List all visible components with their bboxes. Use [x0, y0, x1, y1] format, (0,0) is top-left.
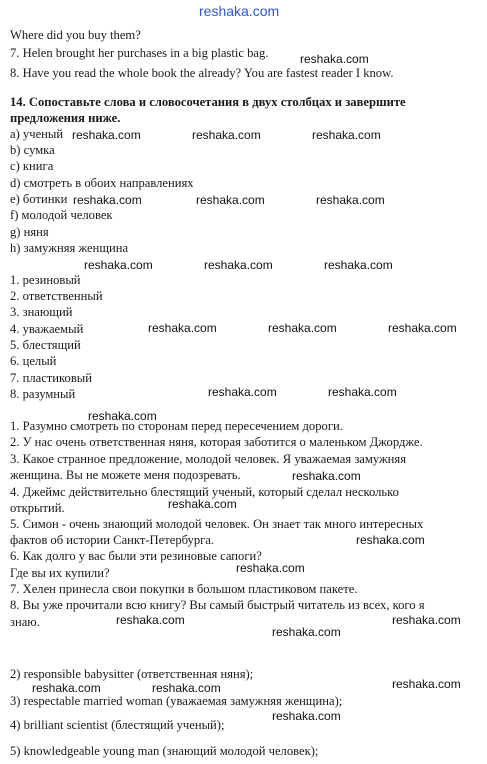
column-a-item: h) замужняя женщина	[10, 241, 129, 255]
watermark: reshaka.com	[88, 409, 157, 423]
answer-sentence: 4. Джеймс действительно блестящий ученый, который сделал несколько	[10, 485, 399, 499]
text-line: 7. Helen brought her purchases in a big plastic bag.	[10, 46, 269, 60]
watermark: reshaka.com	[116, 613, 185, 627]
answer-sentence: 5. Симон - очень знающий молодой человек. Он знает так много интересных	[10, 517, 424, 531]
watermark: reshaka.com	[196, 193, 265, 207]
answer-sentence: 6. Как долго у вас были эти резиновые сапоги?	[10, 549, 262, 563]
column-a-item: f) молодой человек	[10, 208, 113, 222]
column-b-item: 8. разумный	[10, 387, 76, 401]
column-b-item: 4. уважаемый	[10, 322, 84, 336]
answer-sentence: Где вы их купили?	[10, 566, 110, 580]
answer-sentence: открытий.	[10, 501, 65, 515]
watermark: reshaka.com	[392, 613, 461, 627]
watermark: reshaka.com	[152, 681, 221, 695]
watermark: reshaka.com	[300, 52, 369, 66]
watermark: reshaka.com	[388, 321, 457, 335]
watermark: reshaka.com	[272, 709, 341, 723]
column-a-item: d) смотреть в обоих направлениях	[10, 176, 194, 190]
text-line: 8. Have you read the whole book the already? You are fastest reader I know.	[10, 66, 394, 80]
column-b-item: 1. резиновый	[10, 273, 81, 287]
answer-pair: 3) respectable married woman (уважаемая замужняя женщина);	[10, 694, 343, 708]
column-a-item: a) ученый	[10, 127, 64, 141]
watermark: reshaka.com	[236, 561, 305, 575]
watermark: reshaka.com	[272, 625, 341, 639]
watermark: reshaka.com	[73, 193, 142, 207]
answer-pair: 4) brilliant scientist (блестящий ученый);	[10, 718, 225, 732]
answer-sentence: 1. Разумно смотреть по сторонам перед пересечением дороги.	[10, 419, 343, 433]
watermark: reshaka.com	[148, 321, 217, 335]
watermark: reshaka.com	[268, 321, 337, 335]
column-a-item: c) книга	[10, 159, 54, 173]
watermark: reshaka.com	[292, 469, 361, 483]
answer-sentence: 8. Вы уже прочитали всю книгу? Вы самый быстрый читатель из всех, кого я	[10, 598, 425, 612]
column-b-item: 6. целый	[10, 354, 57, 368]
answer-sentence: фактов об истории Санкт-Петербурга.	[10, 533, 215, 547]
watermark: reshaka.com	[316, 193, 385, 207]
answer-sentence: знаю.	[10, 615, 40, 629]
watermark: reshaka.com	[192, 128, 261, 142]
task-heading: 14. Сопоставьте слова и словосочетания в двух столбцах и завершите	[10, 95, 406, 109]
watermark: reshaka.com	[312, 128, 381, 142]
watermark: reshaka.com	[84, 258, 153, 272]
watermark: reshaka.com	[356, 533, 425, 547]
text-line: Where did you buy them?	[10, 28, 141, 42]
column-b-item: 2. ответственный	[10, 289, 103, 303]
watermark-top: reshaka.com	[199, 3, 280, 19]
answer-sentence: женщина. Вы не можете меня подозревать.	[10, 468, 241, 482]
answer-sentence: 3. Какое странное предложение, молодой человек. Я уважаемая замужняя	[10, 452, 407, 466]
column-b-item: 7. пластиковый	[10, 371, 92, 385]
watermark: reshaka.com	[204, 258, 273, 272]
column-b-item: 5. блестящий	[10, 338, 81, 352]
column-a-item: b) сумка	[10, 143, 55, 157]
watermark: reshaka.com	[324, 258, 393, 272]
answer-pair: 2) responsible babysitter (ответственная няня);	[10, 667, 254, 681]
task-heading: предложения ниже.	[10, 111, 121, 125]
watermark: reshaka.com	[328, 385, 397, 399]
column-a-item: e) ботинки	[10, 192, 68, 206]
watermark: reshaka.com	[392, 677, 461, 691]
watermark: reshaka.com	[32, 681, 101, 695]
watermark: reshaka.com	[208, 385, 277, 399]
watermark: reshaka.com	[72, 128, 141, 142]
answer-pair: 5) knowledgeable young man (знающий молодой человек);	[10, 744, 319, 758]
column-a-item: g) няня	[10, 225, 49, 239]
column-b-item: 3. знающий	[10, 305, 73, 319]
answer-sentence: 7. Хелен принесла свои покупки в большом пластиковом пакете.	[10, 582, 358, 596]
answer-sentence: 2. У нас очень ответственная няня, которая заботится о маленьком Джордже.	[10, 435, 423, 449]
watermark: reshaka.com	[168, 497, 237, 511]
